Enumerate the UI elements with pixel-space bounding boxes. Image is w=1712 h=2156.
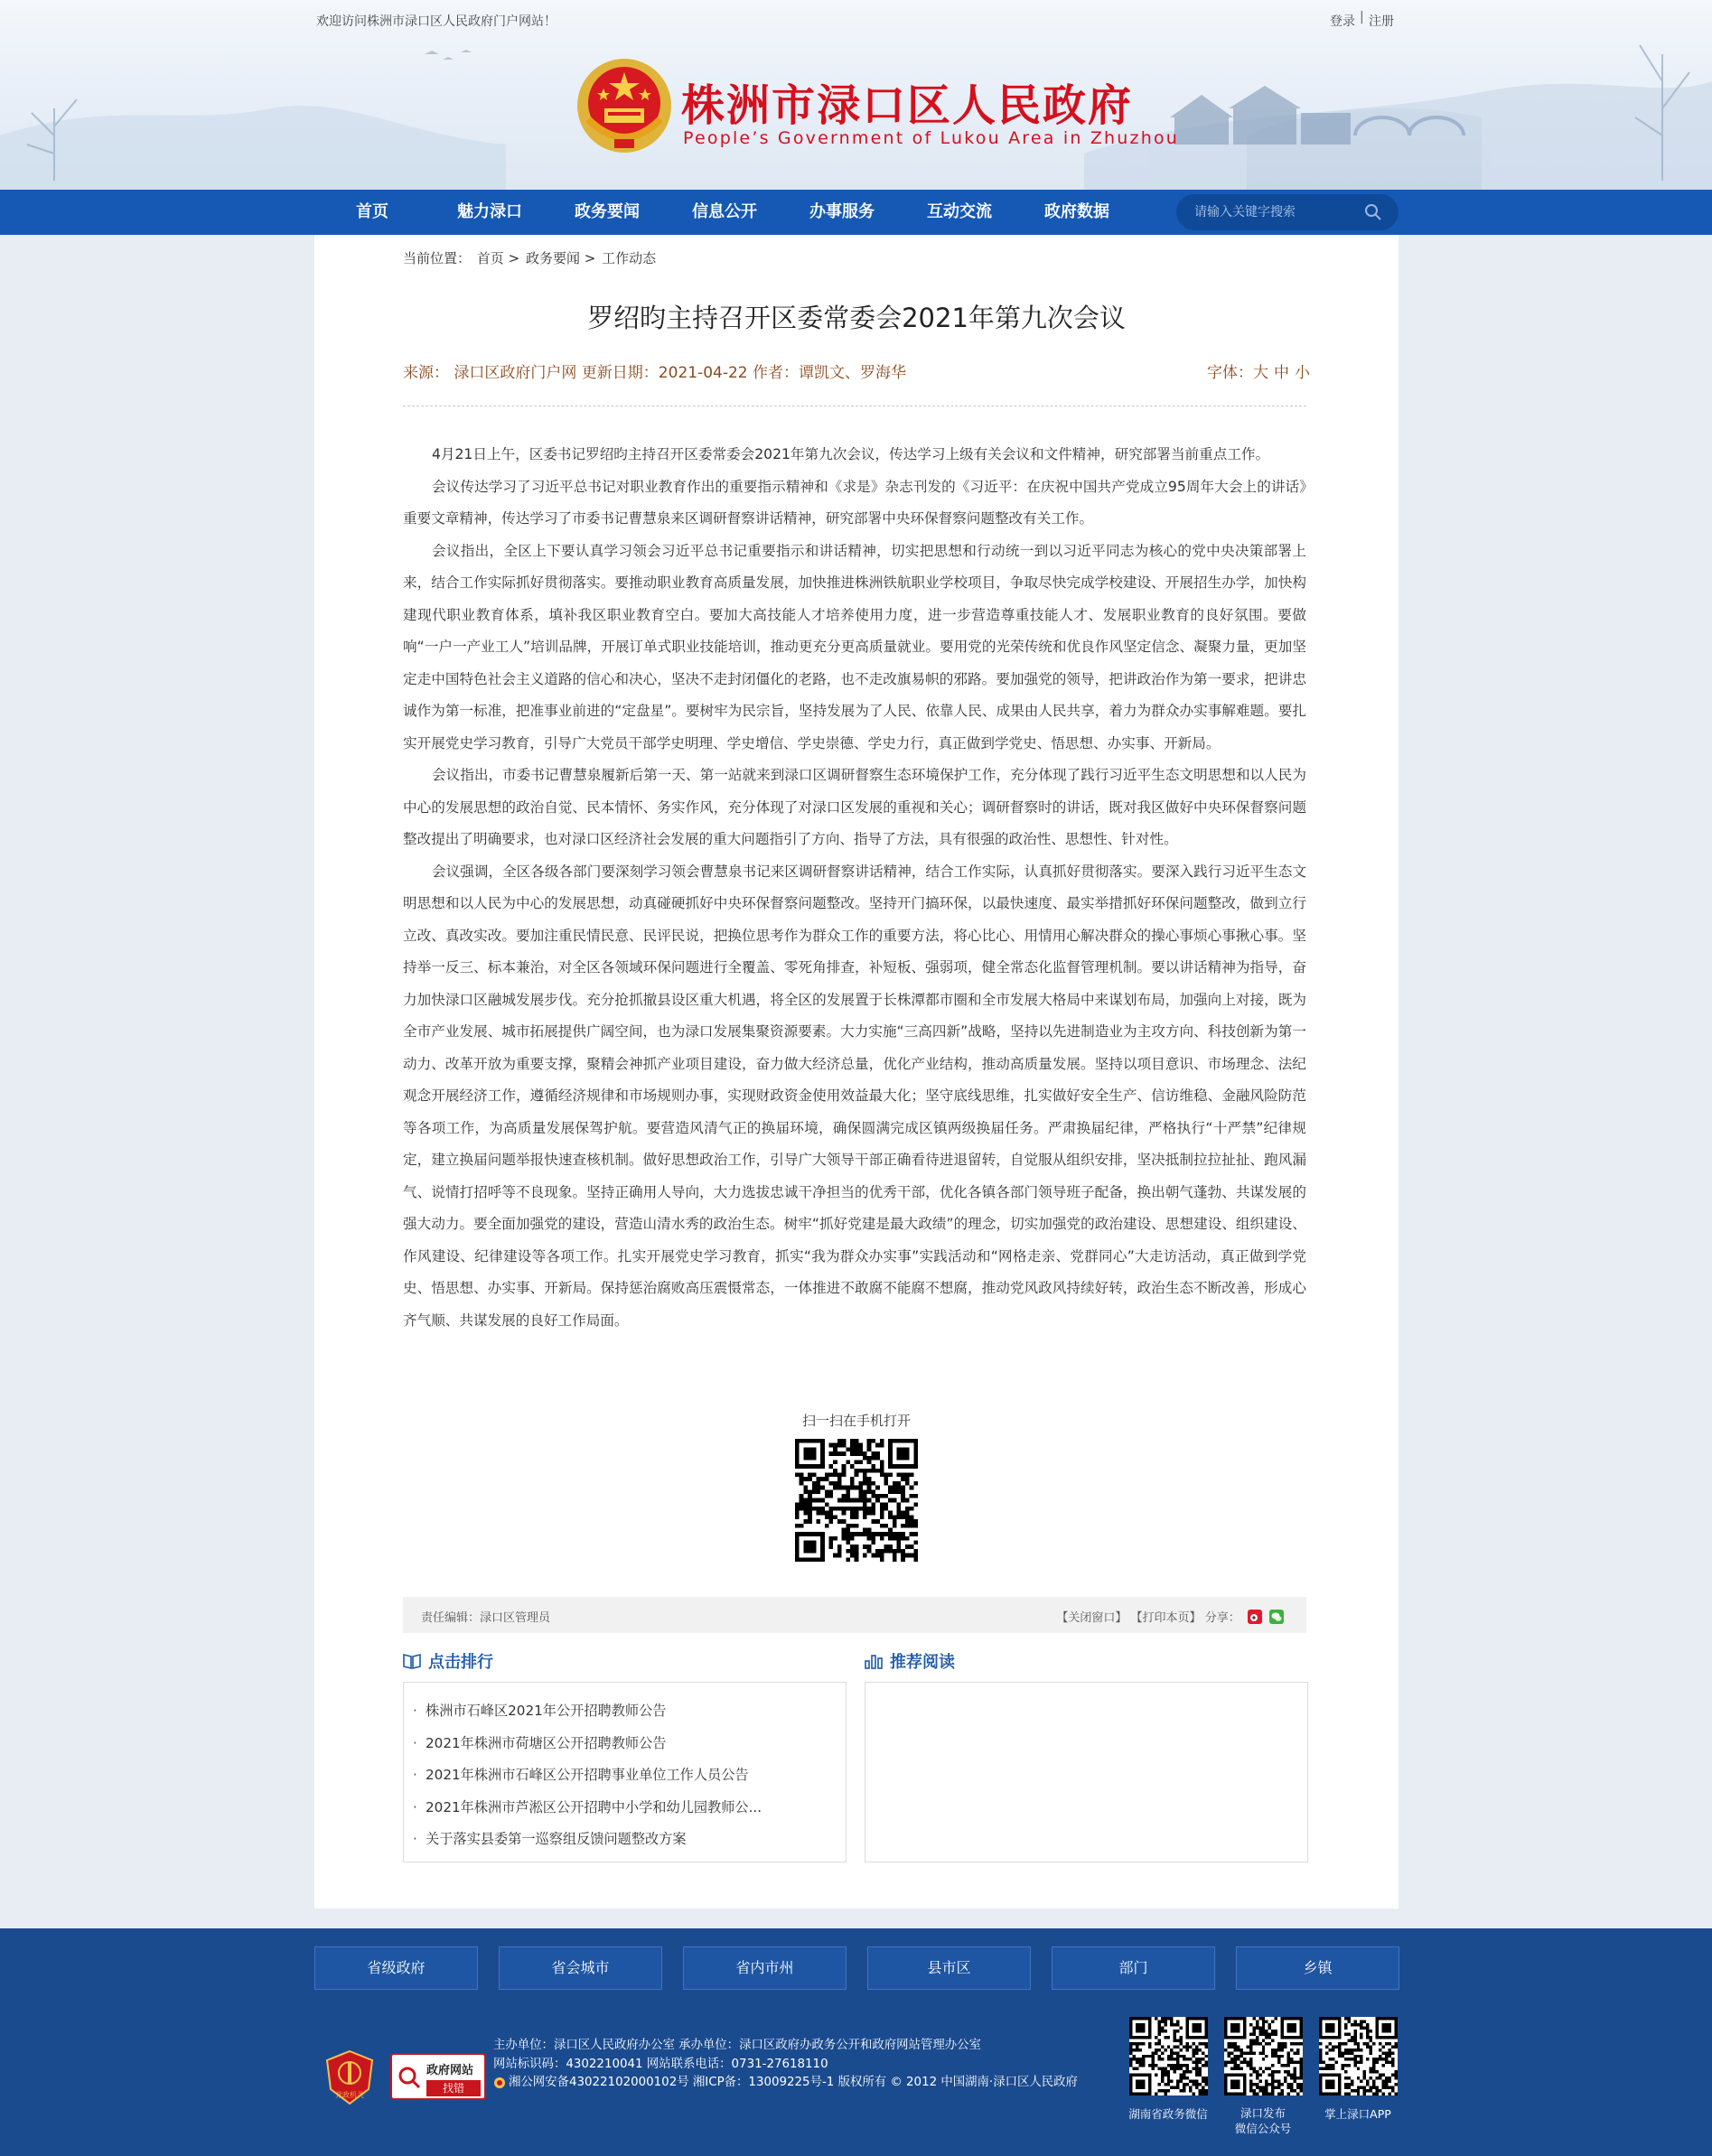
footer-link-capital-cities[interactable]: 省会城市 [499, 1946, 662, 1990]
list-item-label[interactable]: 2021年株洲市芦淞区公开招聘中小学和幼儿园教师公... [426, 1798, 762, 1815]
breadcrumb-prefix: 当前位置： [403, 250, 472, 266]
article-title: 罗绍昀主持召开区委常委会2021年第九次会议 [587, 303, 1126, 333]
error-badge-top: 政府网站 [426, 2064, 474, 2077]
error-badge-bottom: 找错 [426, 2080, 481, 2096]
qr-code-hunan-wechat [1129, 2017, 1208, 2095]
list-item[interactable]: · 2021年株洲市芦淞区公开招聘中小学和幼儿园教师公... [413, 1798, 762, 1815]
font-size-label: 字体： [1207, 364, 1253, 382]
qr-label-lukou-app: 掌上渌口APP [1324, 2107, 1391, 2121]
font-size-medium[interactable]: 中 [1274, 364, 1289, 382]
police-badge-icon [493, 2077, 506, 2089]
bar-chart-icon [865, 1653, 883, 1669]
close-window-link[interactable]: 【关闭窗口】 [1056, 1611, 1127, 1625]
hot-ranking-title: 点击排行 [428, 1653, 493, 1672]
hot-ranking-panel [403, 1682, 847, 1862]
article-qr-code [795, 1439, 918, 1562]
breadcrumb [403, 248, 656, 267]
font-size-small[interactable]: 小 [1295, 364, 1310, 382]
search-box [1176, 194, 1399, 230]
wechat-share-icon[interactable] [1269, 1610, 1284, 1624]
footer-line-record: 湘公网安备43022102000102号 湘ICP备：13009225号-1 版权所有 © 2012 中国湖南·渌口区人民政府 [509, 2076, 1078, 2089]
footer-line-site-id: 网站标识码：4302210041 网站联系电话：0731-27618110 [493, 2057, 828, 2071]
list-item[interactable]: · 株洲市石峰区2021年公开招聘教师公告 [413, 1703, 667, 1719]
recommended-title: 推荐阅读 [890, 1653, 955, 1672]
login-register-separator: | [1360, 10, 1364, 24]
register-link[interactable]: 注册 [1369, 14, 1394, 29]
site-subtitle: People’s Government of Lukou Area in Zhuzhou [683, 128, 1180, 148]
recommended-header [865, 1649, 955, 1673]
main-content [314, 235, 1399, 1909]
party-gov-badge-icon[interactable] [325, 2049, 374, 2105]
footer-link-counties[interactable]: 县市区 [867, 1946, 1031, 1990]
footer-link-departments[interactable]: 部门 [1052, 1946, 1215, 1990]
site-footer [0, 1928, 1712, 2156]
nav-item-interaction[interactable]: 互动交流 [927, 202, 992, 221]
qr-caption: 扫一扫在手机打开 [801, 1413, 911, 1429]
list-item[interactable]: · 关于落实县委第一巡察组反馈问题整改方案 [413, 1831, 687, 1847]
footer-line-organizer: 主办单位：渌口区人民政府办公室 承办单位：渌口区政府办政务公开和政府网站管理办公室 [493, 2039, 981, 2052]
main-nav [0, 190, 1712, 235]
nav-item-news[interactable]: 政务要闻 [575, 202, 640, 221]
site-title: 株洲市渌口区人民政府 [681, 80, 1134, 131]
footer-link-province-cities[interactable]: 省内市州 [683, 1946, 847, 1990]
search-icon[interactable] [1364, 203, 1382, 221]
responsible-editor: 责任编辑：渌口区管理员 [421, 1611, 551, 1625]
font-size-switcher [1207, 359, 1310, 382]
list-item-label[interactable]: 2021年株洲市荷塘区公开招聘教师公告 [426, 1734, 667, 1751]
nav-item-services[interactable]: 办事服务 [809, 202, 875, 221]
qr-code-lukou-app [1319, 2017, 1398, 2095]
login-link[interactable]: 登录 [1330, 14, 1355, 29]
nav-item-home[interactable]: 首页 [356, 202, 388, 221]
article-paragraph: 会议传达学习了习近平总书记对职业教育作出的重要指示精神和《求是》杂志刊发的《习近平：在庆祝中国共产党成立95周年大会上的讲话》重要文章精神，传达学习了市委书记曹慧泉来区调研督察讲话精神，研究部署中央环保督察问题整改有关工作。 [403, 478, 1306, 527]
breadcrumb-home[interactable]: 首页 [476, 250, 504, 266]
site-header [0, 0, 1712, 190]
footer-link-provincial-gov[interactable]: 省级政府 [314, 1946, 478, 1990]
footer-link-towns[interactable]: 乡镇 [1236, 1946, 1399, 1990]
list-item[interactable]: · 2021年株洲市荷塘区公开招聘教师公告 [413, 1734, 667, 1751]
qr-label-lukou-wechat: 渌口发布 微信公众号 [1234, 2106, 1292, 2135]
qr-label-hunan-wechat: 湖南省政务微信 [1128, 2107, 1208, 2121]
breadcrumb-separator: > [508, 250, 520, 266]
list-item-label[interactable]: 株洲市石峰区2021年公开招聘教师公告 [426, 1703, 667, 1719]
welcome-text: 欢迎访问株洲市渌口区人民政府门户网站！ [316, 14, 557, 29]
magnifier-icon [398, 2066, 421, 2089]
article-paragraph: 会议指出，市委书记曹慧泉履新后第一天、第一站就来到渌口区调研督察生态环境保护工作，充分体现了践行习近平生态文明思想和以人民为中心的发展思想的政治自觉、民本情怀、务实作风，充分体现了对渌口区发展的重视和关心；调研督察时的讲话，既对我区做好中央环保督察问题整改提出了明确要求，也对渌口区经济社会发展的重大问题指引了方向、指导了方法，具有很强的政治性、思想性、针对性。 [403, 767, 1306, 847]
list-item-label[interactable]: 关于落实县委第一巡察组反馈问题整改方案 [426, 1831, 687, 1847]
nav-item-gov-data[interactable]: 政府数据 [1044, 202, 1109, 221]
weibo-share-icon[interactable] [1248, 1610, 1262, 1624]
breadcrumb-news[interactable]: 政务要闻 [525, 250, 580, 266]
badge-label: 党政机关 [335, 2091, 364, 2099]
print-page-link[interactable]: 【打印本页】 [1130, 1611, 1202, 1625]
share-label: 分享： [1204, 1611, 1240, 1625]
nav-item-info-disclosure[interactable]: 信息公开 [692, 202, 757, 221]
breadcrumb-work-updates[interactable]: 工作动态 [602, 250, 657, 266]
list-item-label[interactable]: 2021年株洲市石峰区公开招聘事业单位工作人员公告 [426, 1767, 749, 1783]
font-size-large[interactable]: 大 [1253, 364, 1268, 382]
search-input[interactable] [1194, 194, 1357, 230]
list-item[interactable]: · 2021年株洲市石峰区公开招聘事业单位工作人员公告 [413, 1767, 749, 1783]
nav-item-charm-lukou[interactable]: 魅力渌口 [457, 202, 522, 221]
national-emblem-icon[interactable] [575, 56, 674, 155]
article-body [403, 439, 1306, 1337]
hot-ranking-header [403, 1649, 493, 1673]
article-paragraph: 会议指出，全区上下要认真学习领会习近平总书记重要指示和讲话精神，切实把思想和行动统一到以习近平同志为核心的党中央决策部署上来，结合工作实际抓好贯彻落实。要推动职业教育高质量发展，加快推进株洲铁航职业学校项目，争取尽快完成学校建设、开展招生办学，加快构建现代职业教育体系，填补我区职业教育空白。要加大高技能人才培养使用力度，进一步营造尊重技能人才、发展职业教育的良好氛围。要做响“一户一产业工人”培训品牌，开展订单式职业技能培训，推动更充分更高质量就业。要用党的光荣传统和优良作风坚定信念、凝聚力量，更加坚定走中国特色社会主义道路的信心和决心，坚决不走封闭僵化的老路，也不走改旗易帜的邪路。要加强党的领导，把讲政治作为第一要求，把讲忠诚作为第一标准，把准事业前进的“定盘星”。要树牢为民宗旨，坚持发展为了人民、依靠人民、成果由人民共享，着力为群众办实事解难题。要扎实开展党史学习教育，引导广大党员干部学史明理、学史增信、学史崇德、学史力行，真正做到学党史、悟思想、办实事、开新局。 [403, 542, 1306, 751]
breadcrumb-separator: > [584, 250, 596, 266]
share-bar [403, 1597, 1306, 1633]
article-meta: 来源： 渌口区政府门户网 更新日期：2021-04-22 作者：谭凯文、罗海华 [403, 364, 907, 382]
qr-code-lukou-wechat [1224, 2017, 1303, 2095]
article-paragraph: 4月21日上午，区委书记罗绍昀主持召开区委常委会2021年第九次会议，传达学习上级有关会议和文件精神，研究部署当前重点工作。 [432, 446, 1270, 462]
article-paragraph: 会议强调，全区各级各部门要深刻学习领会曹慧泉书记来区调研督察讲话精神，结合工作实际，认真抓好贯彻落实。要深入践行习近平生态文明思想和以人民为中心的发展思想，动真碰硬抓好中央环保督察问题整改。坚持开门搞环保，以最快速度、最实举措抓好环保问题整改，做到立行立改、真改实改。要加注重民情民意、民评民说，把换位思考作为群众工作的重要方法，将心比心、用情用心解决群众的操心事烦心事揪心事。坚持举一反三、标本兼治，对全区各领域环保问题进行全覆盖、零死角排查，补短板、强弱项，健全常态化监督管理机制。要以讲话精神为指导，奋力加快渌口区融城发展步伐。充分抢抓撤县设区重大机遇，将全区的发展置于长株潭都市圈和全市发展大格局中来谋划布局，加强向上对接，既为全市产业发展、城市拓展提供广阔空间，也为渌口发展集聚资源要素。大力实施“三高四新”战略，坚持以先进制造业为主攻方向、科技创新为第一动力、改革开放为重要支撑，聚精会神抓产业项目建设，奋力做大经济总量，优化产业结构，推动高质量发展。坚持以项目意识、市场理念、法纪观念开展经济工作，遵循经济规律和市场规则办事，实现财政资金使用效益最大化；坚守底线思维，扎实做好安全生产、信访维稳、金融风险防范等各项工作，为高质量发展保驾护航。要营造风清气正的换届环境，确保圆满完成区镇两级换届任务。严肃换届纪律，严格执行“十严禁”纪律规定，建立换届问题举报快速查核机制。做好思想政治工作，引导广大领导干部正确看待进退留转，自觉服从组织安排，坚决抵制拉拉扯扯、跑风漏气、说情打招呼等不良现象。坚持正确用人导向，大力选拔忠诚干净担当的优秀干部，优化各镇各部门领导班子配备，换出朝气蓬勃、共谋发展的强大动力。要全面加强党的建设，营造山清水秀的政治生态。树牢“抓好党建是最大政绩”的理念，切实加强党的政治建设、思想建设、组织建设、作风建设、纪律建设等各项工作。扎实开展党史学习教育，抓实“我为群众办实事”实践活动和“网格走亲、党群同心”大走访活动，真正做到学党史、悟思想、办实事、开新局。保持惩治腐败高压震慑常态，一体推进不敢腐不能腐不想腐，推动党风政风持续好转，政治生态不断改善，形成心齐气顺、共谋发展的良好工作局面。 [403, 863, 1306, 1329]
book-icon [403, 1653, 421, 1669]
footer-info [493, 2037, 1078, 2093]
recommended-panel [865, 1682, 1308, 1862]
gov-site-error-report-badge[interactable] [390, 2053, 486, 2100]
